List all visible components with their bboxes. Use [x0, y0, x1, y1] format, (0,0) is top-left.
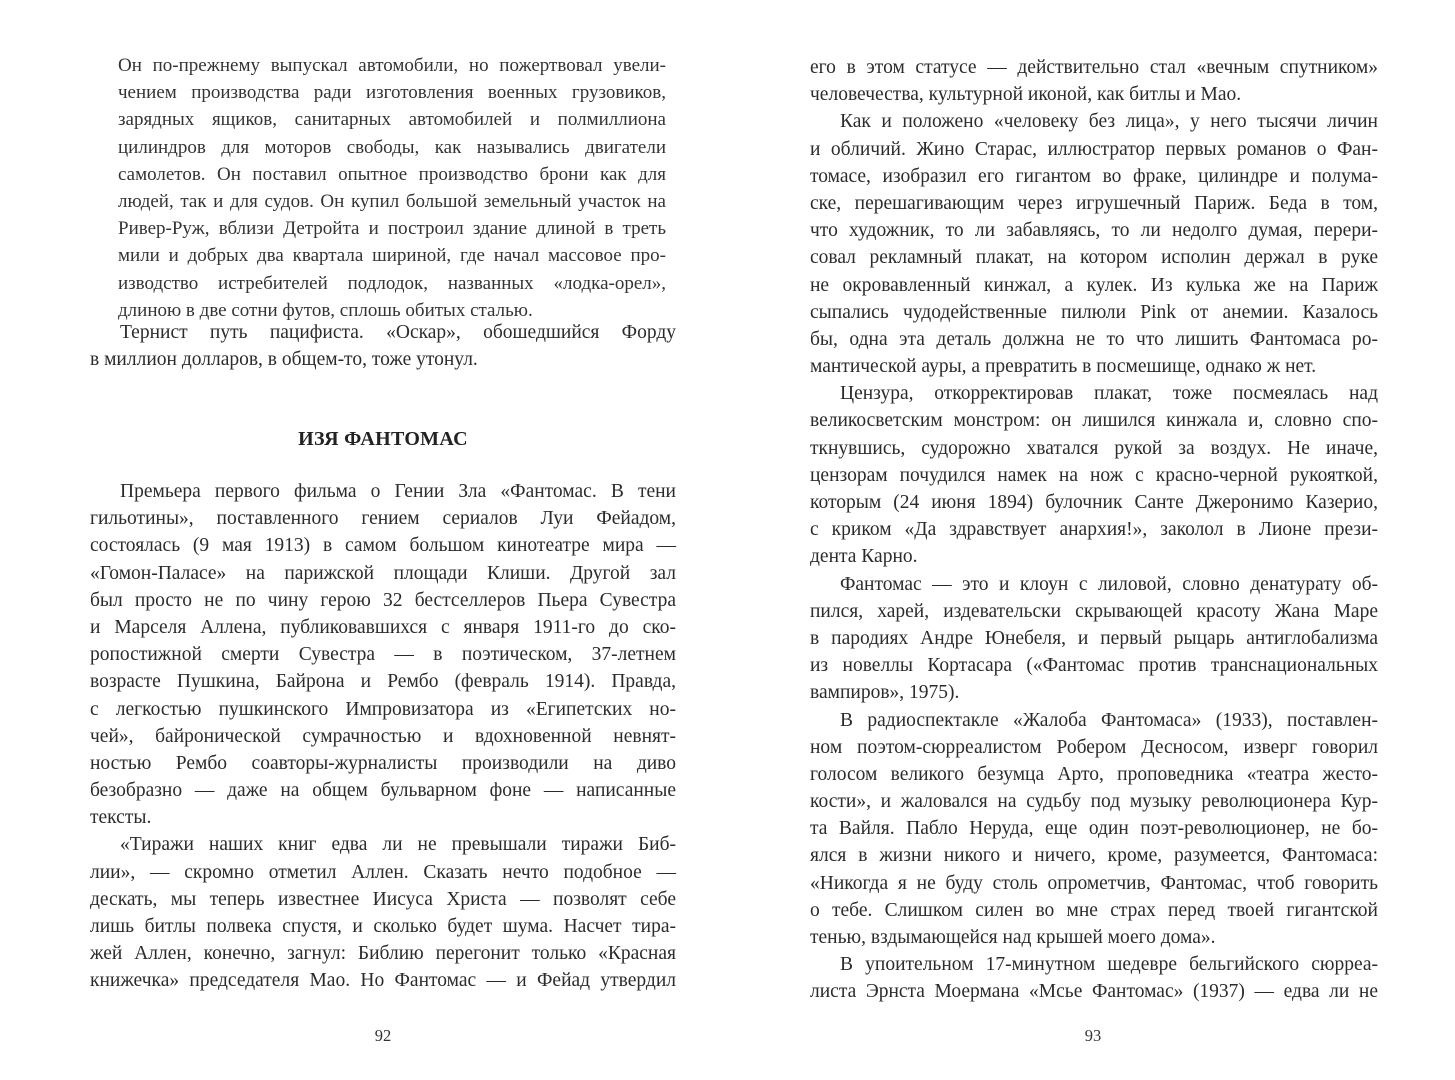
section-heading: ИЗЯ ФАНТОМАС — [298, 428, 468, 450]
text-line: В радиоспектакле «Жалоба Фантомаса» (1933), поставлен- — [840, 709, 1378, 731]
text-line: кости», и жаловался на судьбу под музыку революционера Кур- — [810, 791, 1378, 813]
text-line: Ривер-Руж, вблизи Детройта и построил здание длиной в треть — [118, 218, 666, 240]
text-line: ялся в жизни никого и ничего, кроме, разумеется, Фантомаса: — [810, 845, 1378, 867]
text-line: из новеллы Кортасара («Фантомас против транснациональных — [810, 655, 1378, 677]
text-line: Тернист путь пацифиста. «Оскар», обошедшийся Форду — [120, 322, 676, 343]
text-line: бы, одна эта деталь должна не то что лишить Фантомаса ро- — [810, 328, 1378, 350]
text-line: самолетов. Он поставил опытное производство брони как для — [118, 163, 666, 185]
text-line: с криком «Да здравствует анархия!», заколол в Лионе прези- — [810, 519, 1378, 541]
text-line: Он по-прежнему выпускал автомобили, но пожертвовал увели- — [118, 55, 666, 76]
text-line: дескать, мы теперь известнее Иисуса Христа — позволят себе — [90, 888, 676, 910]
text-line: чей», байронической сумрачностью и вдохновенной невнят- — [90, 725, 676, 747]
text-line: что художник, то ли забавляясь, то ли недолго думая, перери- — [810, 220, 1378, 242]
text-line: ске, перешагивающим через игрушечный Париж. Беда в том, — [810, 192, 1378, 214]
paragraph-ternist — [90, 319, 676, 373]
text-line: ном поэтом-сюрреалистом Робером Десносом, изверг говорил — [810, 736, 1378, 758]
text-line: сыпались чудодейственные пилюли Pink от анемии. Казалось — [810, 301, 1378, 323]
text-line: жей Аллен, конечно, загнул: Библию перегонит только «Красная — [90, 943, 676, 965]
text-line: Премьера первого фильма о Гении Зла «Фантомас. В тени — [120, 481, 676, 502]
text-line: тенью, вздымающейся над крышей моего дома». — [810, 927, 1216, 948]
text-line: людей, так и для судов. Он купил большой земельный участок на — [118, 190, 666, 212]
text-line: которым (24 июня 1894) булочник Санте Джеронимо Казерио, — [810, 492, 1378, 513]
text-line: Фантомас — это и клоун с лиловой, словно денатурату об- — [840, 573, 1378, 595]
text-line: та Вайля. Пабло Неруда, еще один поэт-революционер, не бо- — [810, 818, 1378, 840]
text-line: и обличий. Жино Старас, иллюстратор первых романов о Фан- — [810, 138, 1378, 160]
quote-block — [118, 52, 666, 324]
text-line: зарядных ящиков, санитарных автомобилей и полмиллиона — [118, 109, 666, 131]
text-line: «Тиражи наших книг едва ли не превышали тиражи Биб- — [120, 834, 676, 856]
text-line: Цензура, откорректировав плакат, тоже посмеялась над — [840, 383, 1378, 405]
text-line: цензорам почудился намек на нож с красно-черной рукояткой, — [810, 464, 1378, 486]
text-line: книжечка» председателя Мао. Но Фантомас — и Фейад утвердил — [90, 970, 676, 992]
text-line: томасе, изобразил его гигантом во фраке, цилиндре и полума- — [810, 165, 1378, 187]
text-line: и Марселя Аллена, публиковавшихся с января 1911-го до ско- — [90, 616, 676, 638]
text-line: листа Эрнста Моермана «Мсье Фантомас» (1937) — едва ли не — [810, 981, 1378, 1003]
text-line: ткнувшись, судорожно хватался рукой за воздух. Не иначе, — [810, 437, 1378, 459]
page-number-left: 92 — [374, 1026, 392, 1045]
text-line: голосом великого безумца Арто, проповедника «театра жесто- — [810, 763, 1378, 785]
text-line: безобразно — даже на общем бульварном фоне — написанные — [90, 780, 676, 802]
text-line: великосветским монстром: он лишился кинжала и, словно спо- — [810, 410, 1378, 432]
text-line: пился, харей, издевательски скрывающей красоту Жана Маре — [810, 600, 1378, 622]
text-line: вампиров», 1975). — [810, 682, 960, 704]
text-line: «Никогда я не буду столь опрометчив, Фантомас, чтоб говорить — [810, 872, 1378, 894]
page-number-right: 93 — [1084, 1026, 1102, 1045]
text-line: В упоительном 17-минутном шедевре бельгийского сюрреа- — [840, 954, 1378, 976]
text-line: его в этом статусе — действительно стал «вечным спутником» — [810, 57, 1378, 78]
text-line: человечества, культурной иконой, как битлы и Мао. — [810, 84, 1242, 106]
text-line: состоялась (9 мая 1913) в самом большом кинотеатре мира — — [90, 535, 676, 557]
text-line: длиною в две сотни футов, сплошь обитых сталью. — [118, 299, 533, 321]
text-line: совал рекламный плакат, на котором исполин держал в руке — [810, 247, 1378, 269]
text-line: лии», — скромно отметил Аллен. Сказать нечто подобное — — [90, 861, 676, 883]
text-line: ностью Рембо соавторы-журналисты производили на диво — [90, 752, 676, 774]
left-body-text — [90, 478, 676, 995]
text-line: цилиндров для моторов свободы, как назывались двигатели — [118, 136, 666, 158]
text-line: тексты. — [90, 807, 152, 829]
text-line: в миллион долларов, в общем-то, тоже утонул. — [90, 349, 478, 371]
left-page — [0, 0, 727, 1080]
text-line: лишь битлы полвека спустя, и сколько будет шума. Насчет тира- — [90, 916, 676, 937]
text-line: изводство истребителей подлодок, названных «лодка-орел», — [118, 272, 666, 294]
text-line: в пародиях Андре Юнебеля, и первый рыцарь антиглобализма — [810, 627, 1378, 649]
text-line: о тебе. Слишком силен во мне страх перед твоей гигантской — [810, 899, 1378, 921]
text-line: дента Карно. — [810, 546, 918, 568]
text-line: «Гомон-Паласе» на парижской площади Клиши. Другой зал — [90, 562, 676, 584]
text-line: мантической ауры, а превратить в посмешище, однако ж нет. — [810, 356, 1317, 378]
text-line: Как и положено «человеку без лица», у него тысячи личин — [840, 111, 1378, 133]
text-line: возрасте Пушкина, Байрона и Рембо (февраль 1914). Правда, — [90, 671, 676, 693]
text-line: ропостижной смерти Сувестра — в поэтическом, 37-летнем — [90, 644, 676, 666]
text-line: с легкостью пушкинского Импровизатора из «Египетских но- — [90, 698, 676, 720]
text-line: не окровавленный кинжал, а кулек. Из кулька же на Париж — [810, 274, 1378, 296]
right-page — [727, 0, 1455, 1080]
text-line: был просто не по чину герою 32 бестселлеров Пьера Сувестра — [90, 589, 676, 611]
text-line: мили и добрых два квартала шириной, где начал массовое про- — [118, 245, 666, 267]
text-line: гильотины», поставленного гением сериалов Луи Фейадом, — [90, 508, 676, 530]
right-body-text — [810, 54, 1378, 1006]
text-line: чением производства ради изготовления военных грузовиков, — [118, 82, 666, 104]
